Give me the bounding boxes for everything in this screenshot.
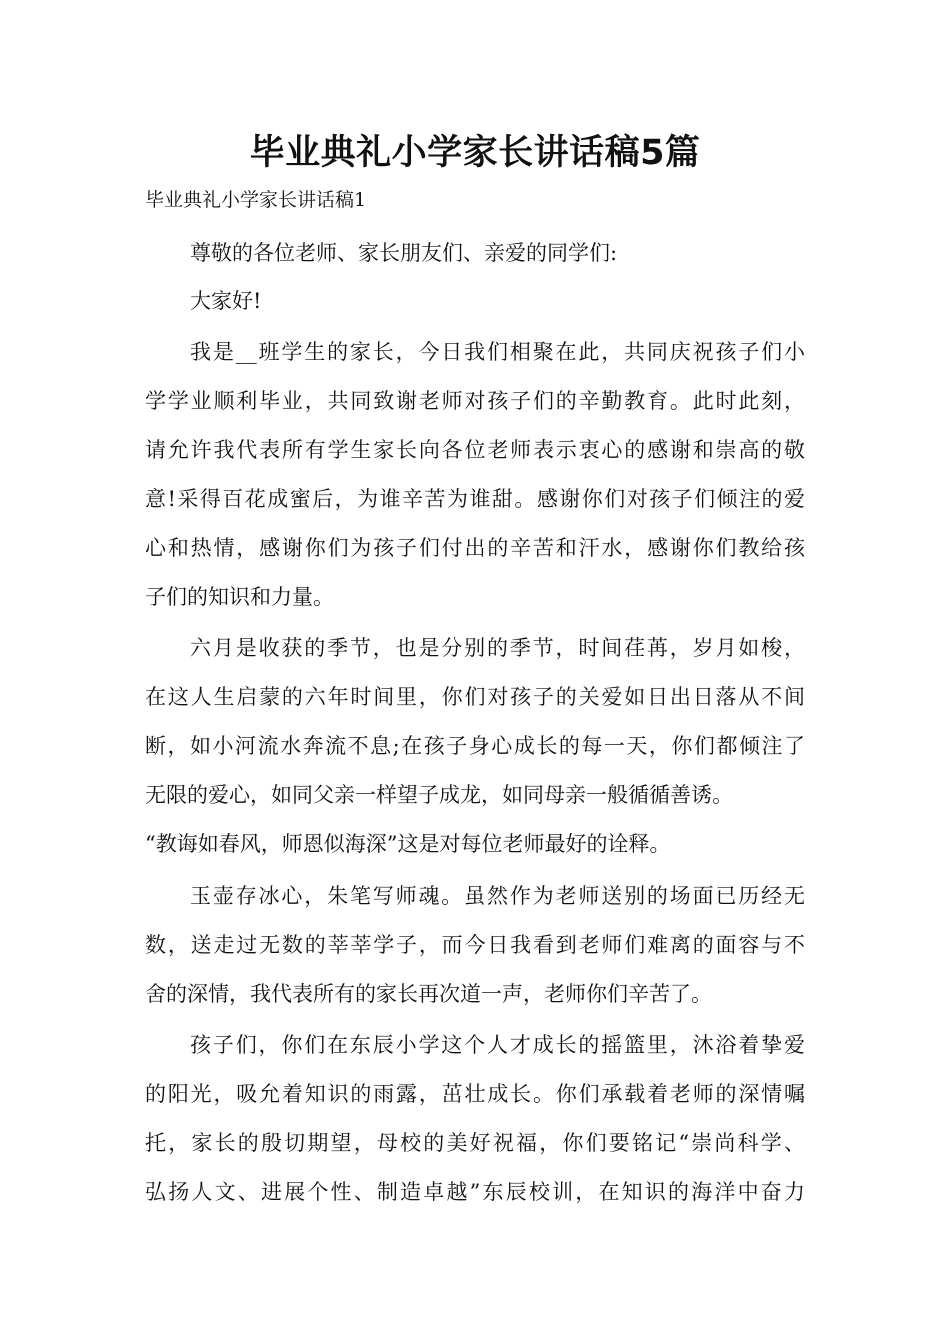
paragraph-line: “教诲如春风，师恩似海深”这是对每位老师最好的诠释。: [145, 832, 671, 856]
paragraph-line: 意!采得百花成蜜后，为谁辛苦为谁甜。感谢你们对孩子们倾注的爱: [145, 487, 805, 511]
paragraph-line: 托，家长的殷切期望，母校的美好祝福，你们要铭记“崇尚科学、: [145, 1131, 805, 1155]
paragraph-line: 无限的爱心，如同父亲一样望子成龙，如同母亲一般循循善诱。: [145, 783, 733, 807]
paragraph-line: 六月是收获的季节，也是分别的季节，时间荏苒，岁月如梭，: [190, 636, 805, 660]
paragraph-line: 子们的知识和力量。: [145, 585, 334, 609]
paragraph-line: 数，送走过无数的莘莘学子，而今日我看到老师们难离的面容与不: [145, 933, 805, 957]
paragraph-line: 在这人生启蒙的六年时间里，你们对孩子的关爱如日出日落从不间: [145, 685, 805, 709]
section-heading: 毕业典礼小学家长讲话稿1: [145, 189, 367, 211]
paragraph-line: 断，如小河流水奔流不息;在孩子身心成长的每一天，你们都倾注了: [145, 734, 805, 758]
paragraph-line: 孩子们，你们在东辰小学这个人才成长的摇篮里，沐浴着挚爱: [190, 1033, 805, 1057]
greeting-line: 尊敬的各位老师、家长朋友们、亲爱的同学们:: [190, 241, 618, 265]
paragraph-line: 学学业顺利毕业，共同致谢老师对孩子们的辛勤教育。此时此刻，: [145, 389, 805, 413]
paragraph-line: 心和热情，感谢你们为孩子们付出的辛苦和汗水，感谢你们教给孩: [145, 536, 805, 560]
paragraph-line: 玉壶存冰心，朱笔写师魂。虽然作为老师送别的场面已历经无: [190, 884, 805, 908]
paragraph-line: 请允许我代表所有学生家长向各位老师表示衷心的感谢和崇高的敬: [145, 438, 805, 462]
document-title: 毕业典礼小学家长讲话稿5篇: [249, 133, 701, 173]
paragraph-line: 舍的深情，我代表所有的家长再次道一声，老师你们辛苦了。: [145, 982, 712, 1006]
greeting-line: 大家好!: [190, 289, 262, 313]
paragraph-line: 弘扬人文、进展个性、制造卓越”东辰校训，在知识的海洋中奋力: [145, 1180, 805, 1204]
paragraph-line: 我是__班学生的家长，今日我们相聚在此，共同庆祝孩子们小: [190, 340, 805, 364]
paragraph-line: 的阳光，吸允着知识的雨露，茁壮成长。你们承载着老师的深情嘱: [145, 1082, 805, 1106]
